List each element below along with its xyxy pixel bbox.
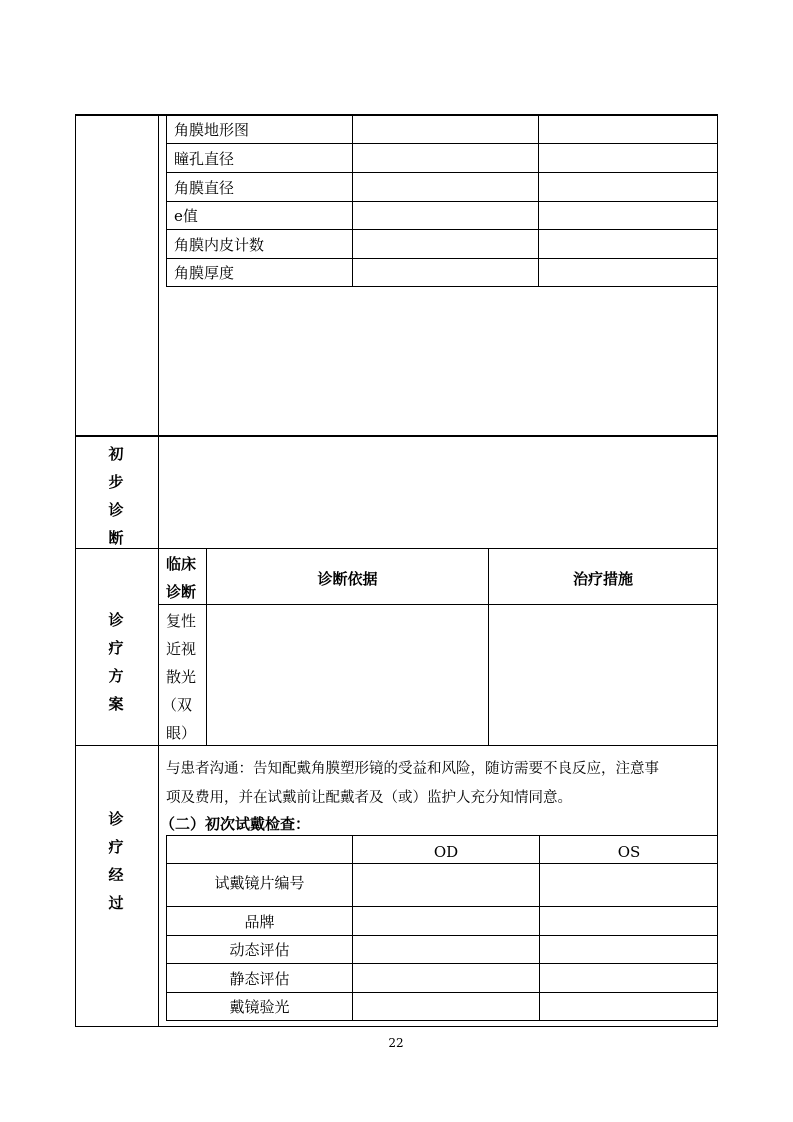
plan-col3-header: 治疗措施 xyxy=(572,570,633,588)
process-label-char: 疗 xyxy=(108,838,124,856)
section-divider-diagnosis xyxy=(75,435,718,437)
exam-table-bottom-line xyxy=(166,286,718,287)
plan-diagnosis-line: 眼） xyxy=(166,724,197,742)
trial-table-row-label: 试戴镜片编号 xyxy=(214,874,305,892)
exam-row-label: 角膜厚度 xyxy=(174,264,235,282)
trial-table-col-divider-1 xyxy=(352,835,353,1021)
exam-row-label: 角膜地形图 xyxy=(174,121,250,139)
exam-row-label: 瞳孔直径 xyxy=(174,150,235,168)
exam-table-row-line xyxy=(166,143,718,144)
section-divider-process xyxy=(75,745,718,746)
plan-col1-header: 诊断 xyxy=(166,583,197,601)
plan-label-char: 疗 xyxy=(108,639,124,657)
plan-diagnosis-line: （双 xyxy=(162,696,193,714)
process-label-char: 诊 xyxy=(108,810,124,828)
communication-text: 项及费用，并在试戴前让配戴者及（或）监护人充分知情同意。 xyxy=(166,790,572,806)
trial-table-header-os: OS xyxy=(617,843,641,861)
trial-table-row-line xyxy=(166,992,718,993)
plan-col1-header: 临床 xyxy=(166,555,197,573)
exam-table-row-line xyxy=(166,172,718,173)
trial-table-row-label: 戴镜验光 xyxy=(229,998,290,1016)
exam-row-label: 角膜直径 xyxy=(174,179,235,197)
exam-row-label: e值 xyxy=(174,207,198,225)
trial-table-top xyxy=(166,835,718,836)
plan-label-char: 案 xyxy=(108,695,124,713)
plan-diagnosis-line: 复性 xyxy=(166,612,197,630)
exam-table-row-line xyxy=(166,258,718,259)
diagnosis-label-char: 断 xyxy=(108,529,124,547)
trial-table-row-line xyxy=(166,935,718,936)
label-column-divider xyxy=(158,114,159,1026)
trial-table-row-label: 动态评估 xyxy=(229,941,290,959)
trial-table-row-line xyxy=(166,863,718,864)
communication-text: 与患者沟通：告知配戴角膜塑形镜的受益和风险，随访需要不良反应，注意事 xyxy=(166,761,659,777)
trial-table-row-line xyxy=(166,963,718,964)
diagnosis-label-char: 步 xyxy=(108,473,124,491)
section-divider-plan xyxy=(75,548,718,549)
process-label-char: 经 xyxy=(108,866,124,884)
diagnosis-label-char: 诊 xyxy=(108,501,124,519)
table-bottom-border xyxy=(75,1026,718,1027)
plan-diagnosis-line: 散光 xyxy=(166,668,197,686)
plan-label-char: 诊 xyxy=(108,611,124,629)
diagnosis-label-char: 初 xyxy=(108,445,124,463)
exam-table-row-line xyxy=(166,229,718,230)
plan-col2-header: 诊断依据 xyxy=(317,570,378,588)
plan-header-line xyxy=(158,604,718,605)
table-top-border xyxy=(75,114,718,116)
exam-table-row-line xyxy=(166,201,718,202)
trial-table-row-label: 静态评估 xyxy=(229,970,290,988)
trial-exam-title: （二）初次试戴检查： xyxy=(160,815,311,833)
plan-diagnosis-line: 近视 xyxy=(166,640,197,658)
table-right-border xyxy=(717,114,718,1026)
trial-table-col-divider-2 xyxy=(539,835,540,1021)
exam-row-label: 角膜内皮计数 xyxy=(174,236,265,254)
process-label-char: 过 xyxy=(108,894,124,912)
table-left-border xyxy=(75,114,76,1026)
plan-label-char: 方 xyxy=(108,667,124,685)
trial-table-row-label: 品牌 xyxy=(244,913,275,931)
trial-table-row-line xyxy=(166,906,718,907)
page-number: 22 xyxy=(388,1036,404,1050)
trial-table-header-od: OD xyxy=(433,843,459,861)
trial-table-bottom xyxy=(166,1020,718,1021)
